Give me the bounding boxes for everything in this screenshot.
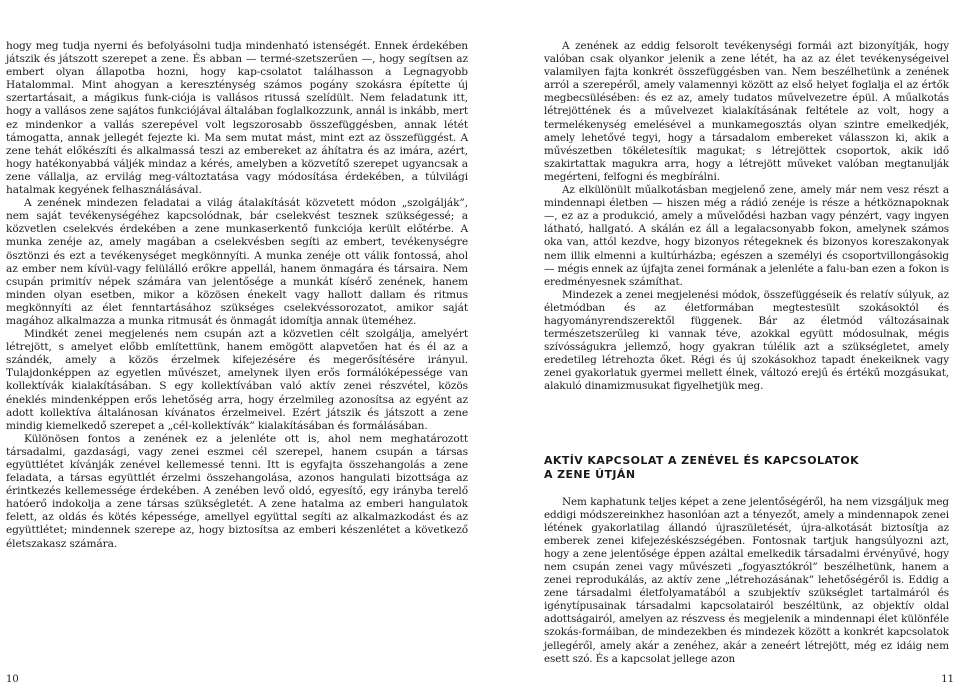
paragraph: Különösen fontos a zenének ez a jelenléte ott is, ahol nem meghatározott társadalmi, gazdasági, vagy zenei eszmei cél szerepel, hanem csupán a társas együttlétet kívánják zenével kellemessé tenni. Itt is egyfajta összehangolás a zene feladata, a társas együttlét érzelmi összehangolása, azonos hangulati bizottsága az érintkezés kellemessége érdekében. A zenében levő oldó, egyesítő, egy irányba terelő hatóerő indokolja a zene társas szükségletét. A zene hatalma az emberi hangulatok felett, az oldás és kötés képessége, amellyel együttal segíti az alkalmazkodást és az együttlétet; mindennek szerepe az, hogy biztosítsa az emberi készenlétet a következő életszakasz számára. (6, 432, 468, 550)
paragraph: Nem kaphatunk teljes képet a zene jelentőségéről, ha nem vizsgáljuk meg eddigi módszereinkhez hasonlóan azt a tényezőt, amely a mindennapok zenei létének gyakorlatilag állandó újraszületését, újra-alkotását biztosítja az emberek zenei kifejezéskészségében. Fontosnak tartjuk hangsúlyozni azt, hogy a zene jelentősége éppen azáltal emelkedik társadalmi érvényűvé, hogy nem csupán zenei vagy művészeti „fogyasztókról” beszélhetünk, hanem a zenei reprodukálás, az aktív zene „létrehozásának” lehetőségéről is. Eddig a zene társadalmi életfolyamatából a szubjektív szükséglet tartalmáról és igénytípusainak társadalmi kapcsolatairól beszéltünk, az objektív oldal adottságairól, amelyen az részvess és megjelenik a mindennapi élet különféle szokás-formáiban, de mindezekben és mindezek között a konkrét kapcsolatok jellegéről, amely akár a zenéhez, akár a zeneért létrejött, még ez idáig nem esett szó. És a kapcsolat jellege azon (544, 495, 949, 665)
right-text-column (544, 40, 949, 666)
paragraph: Mindkét zenei megjelenés nem csupán azt a közvetlen célt szolgálja, amelyért létrejött, s amelyet előbb említettünk, hanem emögött alapvetően hat és él az a szándék, amely a közös érzelmek kifejezésére és megerősítésére irányul. Tulajdonképpen az egyetlen művészet, amelynek ilyen erős formálóképessége van kollektívák kialakításában. S egy kollektívában való aktív zenei részvétel, közös éneklés mindenképpen erős lehetőség arra, hogy érzelmileg azonosítsa az egyént az adott kollektíva általánosan kívánatos érzelmeivel. Ezért játszik és játszott a zene mindig kiemelkedő szerepet a „cél-kollektívák” kialakításában és formálásában. (6, 328, 468, 432)
paragraph: Mindezek a zenei megjelenési módok, összefüggéseik és relatív súlyuk, az életmódban és az életformában megtestesült szokásoktól és hagyományrendszerektől függenek. Bár az életmód változásainak természetszerűleg ki vannak téve, azokkal együtt módosulnak, mégis szívósságukra jellemző, hogy gyakran túlélik azt a szükségletet, amely eredetileg létrehozta őket. Régi és új szokásokhoz tapadt énekeiknek vagy zenei gyakorlatuk gyermei mellett élnek, változó erejű és értékű mozgásukat, alakuló dinamizmusukat figyelhetjük meg. (544, 288, 949, 393)
left-text-column (6, 40, 468, 551)
section-heading-line1: AKTÍV KAPCSOLAT A ZENÉVEL ÉS KAPCSOLATOK (544, 453, 860, 467)
page-number-right: 11 (941, 674, 954, 685)
paragraph: A zenének mindezen feladatai a világ átalakítását közvetett módon „szolgálják”, nem saját tevékenységéhez kapcsolódnak, bár cselekvést tesznek szükségessé; a közvetlen cselekvés érdekében a zene munkaserkentő funkciója került előtérbe. A munka zenéje az, amely magában a cselekvésben segíti az embert, tevékenységre ösztönzi és ezt a tevékenységet megkönnyíti. A munka zenéje ott válik fontossá, ahol az ember nem kívül-vagy felülálló erőkre appellál, hanem önmagára és társaira. Nem csupán primitív népek számára van jelentősége a munkát kísérő zenének, hanem minden olyan esetben, mikor a közösen énekelt vagy hallott dallam és ritmus megkönnyíti az élet fenntartásához szükséges cselekvéssorozatot, amikor saját magához alkalmazza a munka ritmusát és önmagát idomítja annak üteméhez. (6, 197, 468, 327)
section-heading (544, 454, 949, 482)
paragraph: A zenének az eddig felsorolt tevékenységi formái azt bizonyítják, hogy valóban csak olyankor jelenik a zene létét, ha az az élet tevékenységeivel valamilyen fajta konkrét összefüggésben van. Nem beszélhetünk a zenének arról a szerepéről, amely valamennyi között az első helyet foglalja el az értők megbecsülésében: és ez az, amely tudatos művelvezetre épül. A műalkotás létrejöttének és a művelvezet kialakításának feltétele az volt, hogy a termelékenység emelésével a munkamegosztás olyan szintre emelkedjék, amely lehetővé tegyi, hogy a társadalom embereket válasszon ki, akik a művészetben tökéletesítik magukat; s létrejöttek csoportok, akik idő szakirtattak magukra arra, hogy a létrejött műveket valóban megtanulják megérteni, felfogni és megbírálni. (544, 40, 949, 183)
right-page (482, 0, 960, 695)
section-heading-line2: A ZENE ÚTJÁN (544, 467, 636, 481)
page-number-left: 10 (6, 674, 19, 685)
paragraph: hogy meg tudja nyerni és befolyásolni tudja mindenható istenségét. Ennek érdekében játszik és játszott szerepet a zene. És abban — termé-szetszerűen —, hogy segítsen az embert olyan állapotba hozni, hogy kap-csolatot találhasson a Legnagyobb Hatalommal. Mint ahogyan a kereszténység számos pogány szokásra építette új szertartásait, a mágikus funk-ciója is vallásos ritussá szelídült. Nem feladatunk itt, hogy a vallásos zene sajátos funkciójával általában foglalkozzunk, annál is inkább, mert ez mindenkor a vallás szerepével volt legszorosabb összefüggésben, annak létét támogatta, annak jellegét fejezte ki. Ma sem mutat mást, mint ezt az összefüggést. A zene tehát előkészíti és alkalmassá teszi az embereket az áhítatra és az imára, azért, hogy hatékonyabbá váljék mindaz a kérés, amelyben a közvetítő szerepet ugyancsak a zene vállalja, az ervilág meg-változtatása vagy módosítása érdekében, a túlvilági hatalmak kegyének felhasználásával. (6, 40, 468, 197)
left-page (0, 0, 478, 695)
paragraph: Az elkülönült műalkotásban megjelenő zene, amely már nem vesz részt a mindennapi életben — hiszen még a rádió zenéje is része a hétköznapoknak —, ez az a produkció, amely a művelődési hazban vagy pénzért, vagy ingyen látható, hallgató. A skálán ez áll a legalacsonyabb fokon, amelynek számos oka van, attól kezdve, hogy bizonyos rétegeknek és bizonyos koreszakonyak nem illik elmenni a kultúrházba; egészen a személyi és csoportvillongásokig — mégis ennek az újfajta zenei formának a jelenléte a falu-ban ezen a fokon is eredményesnek számíthat. (544, 184, 949, 288)
